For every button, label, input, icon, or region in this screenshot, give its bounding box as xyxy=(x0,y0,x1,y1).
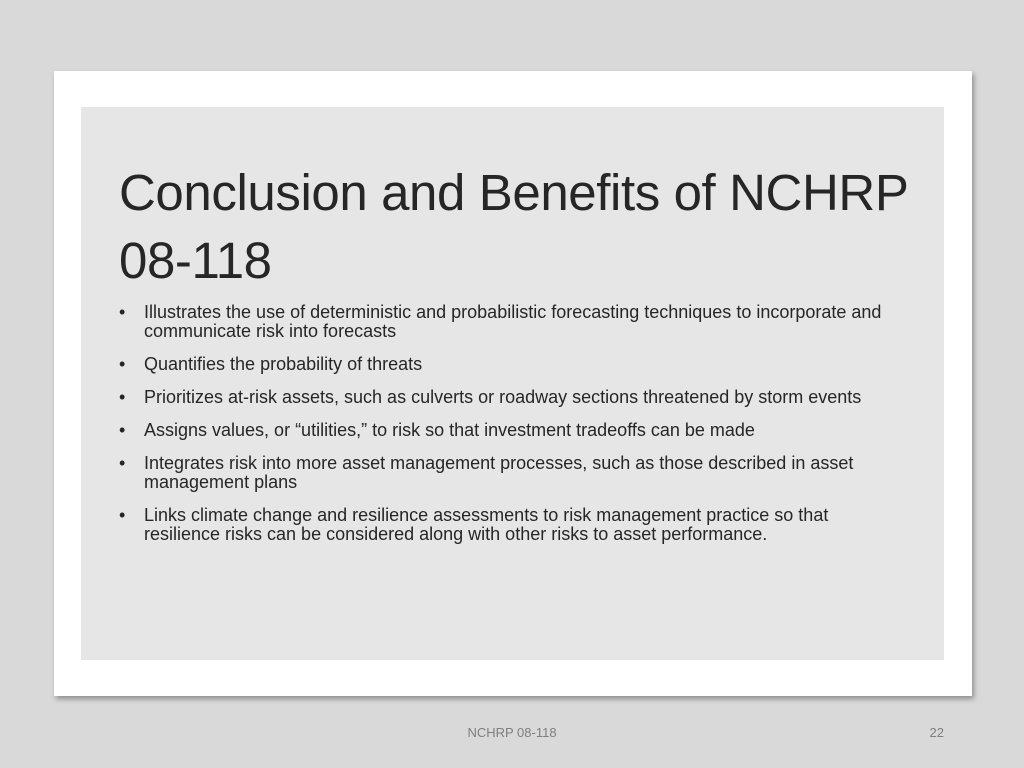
bullet-text: Assigns values, or “utilities,” to risk so that investment tradeoffs can be made xyxy=(144,420,755,440)
bullet-point-icon: • xyxy=(119,420,126,440)
bullet-item xyxy=(119,388,908,407)
bullet-item xyxy=(119,454,908,492)
bullet-item xyxy=(119,506,908,544)
bullet-point-icon: • xyxy=(119,505,126,525)
bullet-list xyxy=(119,303,908,544)
bullet-item xyxy=(119,421,908,440)
slide-title: Conclusion and Benefits of NCHRP 08-118 xyxy=(119,164,908,289)
footer-label: NCHRP 08-118 xyxy=(467,725,557,740)
bullet-item xyxy=(119,303,908,341)
bullet-point-icon: • xyxy=(119,302,126,322)
bullet-text: Illustrates the use of deterministic and probabilistic forecasting techniques to incorporate and communicate risk into forecasts xyxy=(144,302,882,341)
bullet-text: Integrates risk into more asset management processes, such as those described in asset management plans xyxy=(144,453,854,492)
slide-frame xyxy=(54,71,972,696)
bullet-item xyxy=(119,355,908,374)
bullet-point-icon: • xyxy=(119,354,126,374)
page-number: 22 xyxy=(929,725,944,740)
bullet-point-icon: • xyxy=(119,453,126,473)
bullet-point-icon: • xyxy=(119,387,126,407)
content-panel xyxy=(81,107,944,660)
bullet-text: Quantifies the probability of threats xyxy=(144,354,423,374)
bullet-text: Links climate change and resilience assessments to risk management practice so that resilience risks can be considered along with other risks to asset performance. xyxy=(144,505,829,544)
bullet-text: Prioritizes at-risk assets, such as culverts or roadway sections threatened by storm events xyxy=(144,387,862,407)
